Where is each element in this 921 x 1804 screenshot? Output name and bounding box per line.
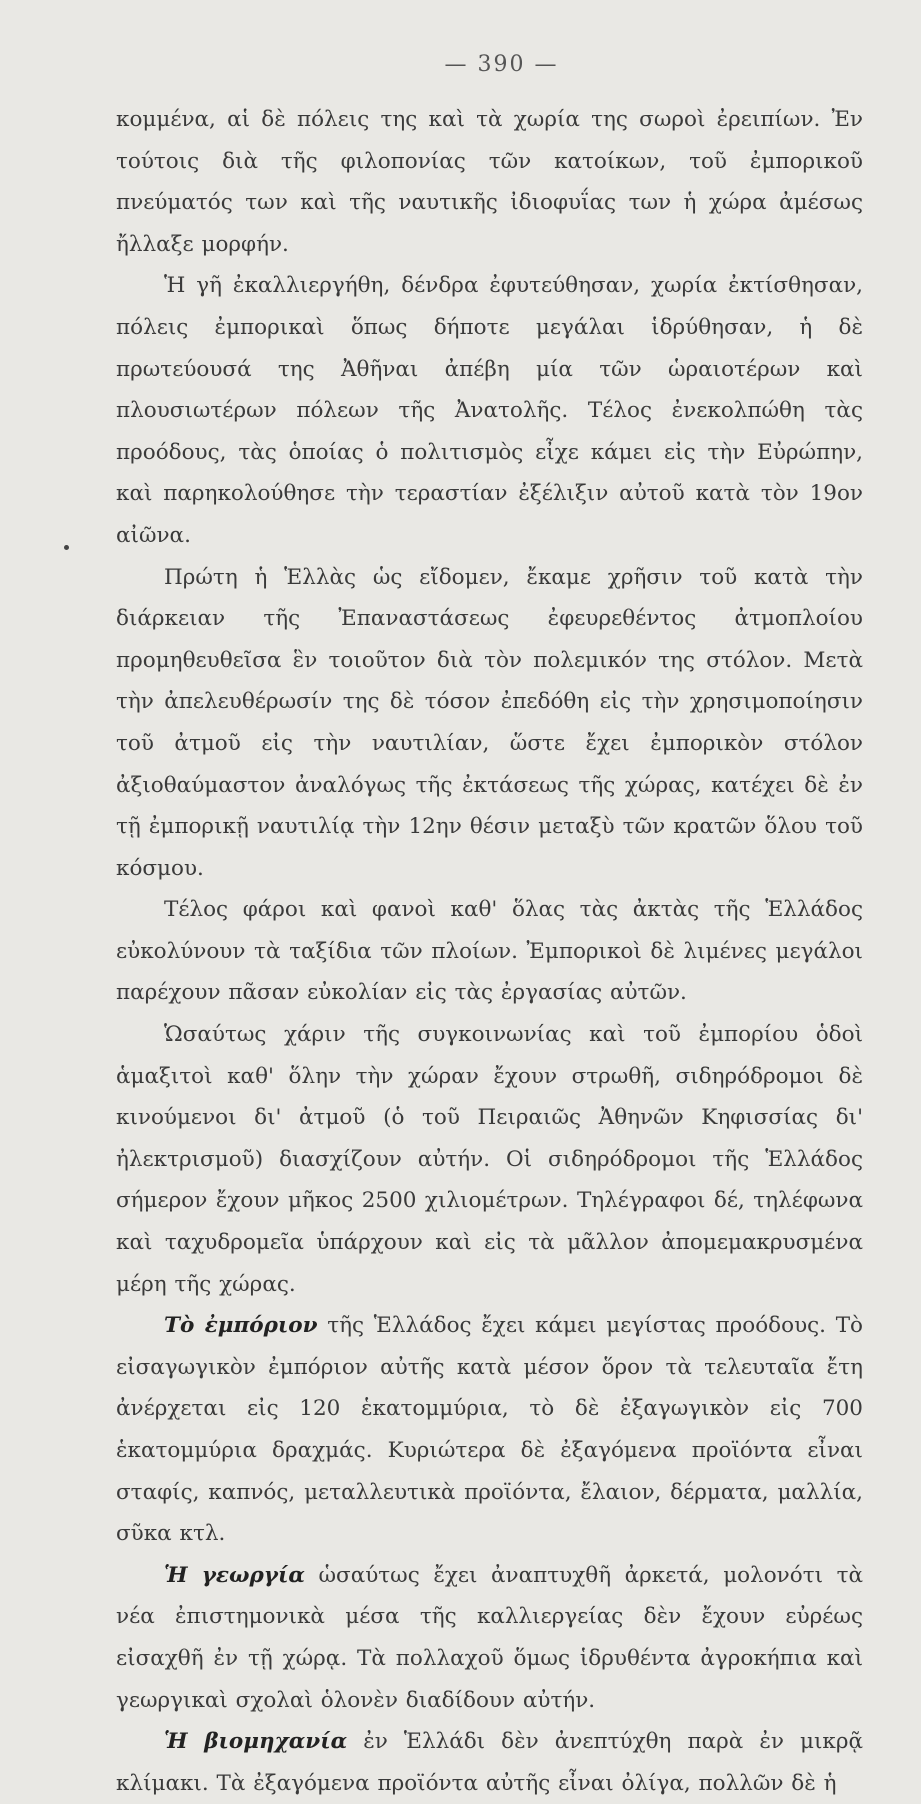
paragraph-text: Πρώτη ἡ Ἑλλὰς ὡς εἴδομεν, ἔκαμε χρῆσιν τοῦ κατὰ τὴν διάρκειαν τῆς Ἐπαναστάσεως ἐφευρεθέντος ἀτμοπλοίου προμηθευθεῖσα ἓν τοιοῦτον διὰ τὸν πολεμικόν της στόλον. Μετὰ τὴν ἀπελευθέρωσίν της δὲ τόσον ἐπεδόθη εἰς τὴν χρησιμοποίησιν τοῦ ἀτμοῦ εἰς τὴν ναυτιλίαν, ὥστε ἔχει ἐμπορικὸν στόλον ἀξιοθαύμαστον ἀναλόγως τῆς ἐκτάσεως τῆς χώρας, κατέχει δὲ ἐν τῇ ἐμπορικῇ ναυτιλίᾳ τὴν 12ην θέσιν μεταξὺ τῶν κρατῶν ὅλου τοῦ κόσμου. (116, 564, 863, 881)
paragraph-4 (116, 889, 863, 1014)
paragraph-text: Τέλος φάροι καὶ φανοὶ καθ' ὅλας τὰς ἀκτὰς τῆς Ἑλλάδος εὐκολύνουν τὰ ταξίδια τῶν πλοίων. Ἐμπορικοὶ δὲ λιμένες μεγάλοι παρέχουν πᾶσαν εὐκολίαν εἰς τὰς ἐργασίας αὐτῶν. (116, 897, 863, 1006)
paragraph-5 (116, 1014, 863, 1305)
paragraph-text: κομμένα, αἱ δὲ πόλεις της καὶ τὰ χωρία της σωροὶ ἐρειπίων. Ἐν τούτοις διὰ τῆς φιλοπονίας τῶν κατοίκων, τοῦ ἐμπορικοῦ πνεύματός των καὶ τῆς ναυτικῆς ἰδιοφυΐας των ἡ χώρα ἀμέσως ἤλλαξε μορφήν. (116, 107, 863, 257)
paragraph-text: ὡσαύτως ἔχει ἀναπτυχθῆ ἀρκετά, μολονότι τὰ νέα ἐπιστημονικὰ μέσα τῆς καλλιεργείας δὲν ἔχουν εὐρέως εἰσαχθῆ ἐν τῇ χώρᾳ. Τὰ πολλαχοῦ ὅμως ἱδρυθέντα ἀγροκήπια καὶ γεωργικαὶ σχολαὶ ὁλονὲν διαδίδουν αὐτήν. (116, 1562, 863, 1713)
paragraph-text: τῆς Ἑλλάδος ἔχει κάμει μεγίστας προόδους. Τὸ εἰσαγωγικὸν ἐμπόριον αὐτῆς κατὰ μέσον ὅρον τὰ τελευταῖα ἔτη ἀνέρχεται εἰς 120 ἑκατομμύρια, τὸ δὲ ἐξαγωγικὸν εἰς 700 ἑκατομμύρια δραχμάς. Κυριώτερα δὲ ἐξαγόμενα προϊόντα εἶναι σταφίς, καπνός, μεταλλευτικὰ προϊόντα, ἔλαιον, δέρματα, μαλλία, σῦκα κτλ. (116, 1313, 864, 1547)
paragraph-text: Ὡσαύτως χάριν τῆς συγκοινωνίας καὶ τοῦ ἐμπορίου ὁδοὶ ἁμαξιτοὶ καθ' ὅλην τὴν χώραν ἔχουν στρωθῆ, σιδηρόδρομοι δὲ κινούμενοι δι' ἀτμοῦ (ὁ τοῦ Πειραιῶς Ἀθηνῶν Κηφισσίας δι' ἠλεκτρισμοῦ) διασχίζουν αὐτήν. Οἱ σιδηρόδρομοι τῆς Ἑλλάδος σήμερον ἔχουν μῆκος 2500 χιλιομέτρων. Τηλέγραφοι δέ, τηλέφωνα καὶ ταχυδρομεῖα ὑπάρχουν καὶ εἰς τὰ μᾶλλον ἀπομεμακρυσμένα μέρη τῆς χώρας. (116, 1022, 863, 1297)
paragraph-lead-agriculture: Ἡ γεωργία (164, 1562, 305, 1588)
margin-dot-mark (64, 545, 69, 550)
page-number: — 390 — (444, 52, 559, 77)
paragraph-text: Ἡ γῆ ἐκαλλιεργήθη, δένδρα ἐφυτεύθησαν, χωρία ἐκτίσθησαν, πόλεις ἐμπορικαὶ ὅπως δήποτε μεγάλαι ἱδρύθησαν, ἡ δὲ πρωτεύουσά της Ἀθῆναι ἀπέβη μία τῶν ὡραιοτέρων καὶ πλουσιωτέρων πόλεων τῆς Ἀνατολῆς. Τέλος ἐνεκολπώθη τὰς προόδους, τὰς ὁποίας ὁ πολιτισμὸς εἶχε κάμει εἰς τὴν Εὐρώπην, καὶ παρηκολούθησε τὴν τεραστίαν ἐξέλιξιν αὐτοῦ κατὰ τὸν 19ον αἰῶνα. (116, 273, 863, 548)
paragraph-1 (116, 99, 863, 265)
paragraph-lead-commerce: Τὸ ἐμπόριον (164, 1313, 318, 1339)
paragraph-lead-industry: Ἡ βιομηχανία (164, 1729, 348, 1755)
paragraph-7 (116, 1555, 863, 1721)
paragraph-text: ἐν Ἑλλάδι δὲν ἀνεπτύχθη παρὰ ἐν μικρᾷ κλίμακι. Τὰ ἐξαγόμενα προϊόντα αὐτῆς εἶναι ὀλίγα, πολλῶν δὲ ἡ (116, 1729, 863, 1796)
paragraph-3 (116, 557, 863, 890)
paragraph-6 (116, 1305, 863, 1555)
body-text (116, 99, 863, 1804)
paragraph-8 (116, 1721, 863, 1804)
paragraph-2 (116, 265, 863, 556)
